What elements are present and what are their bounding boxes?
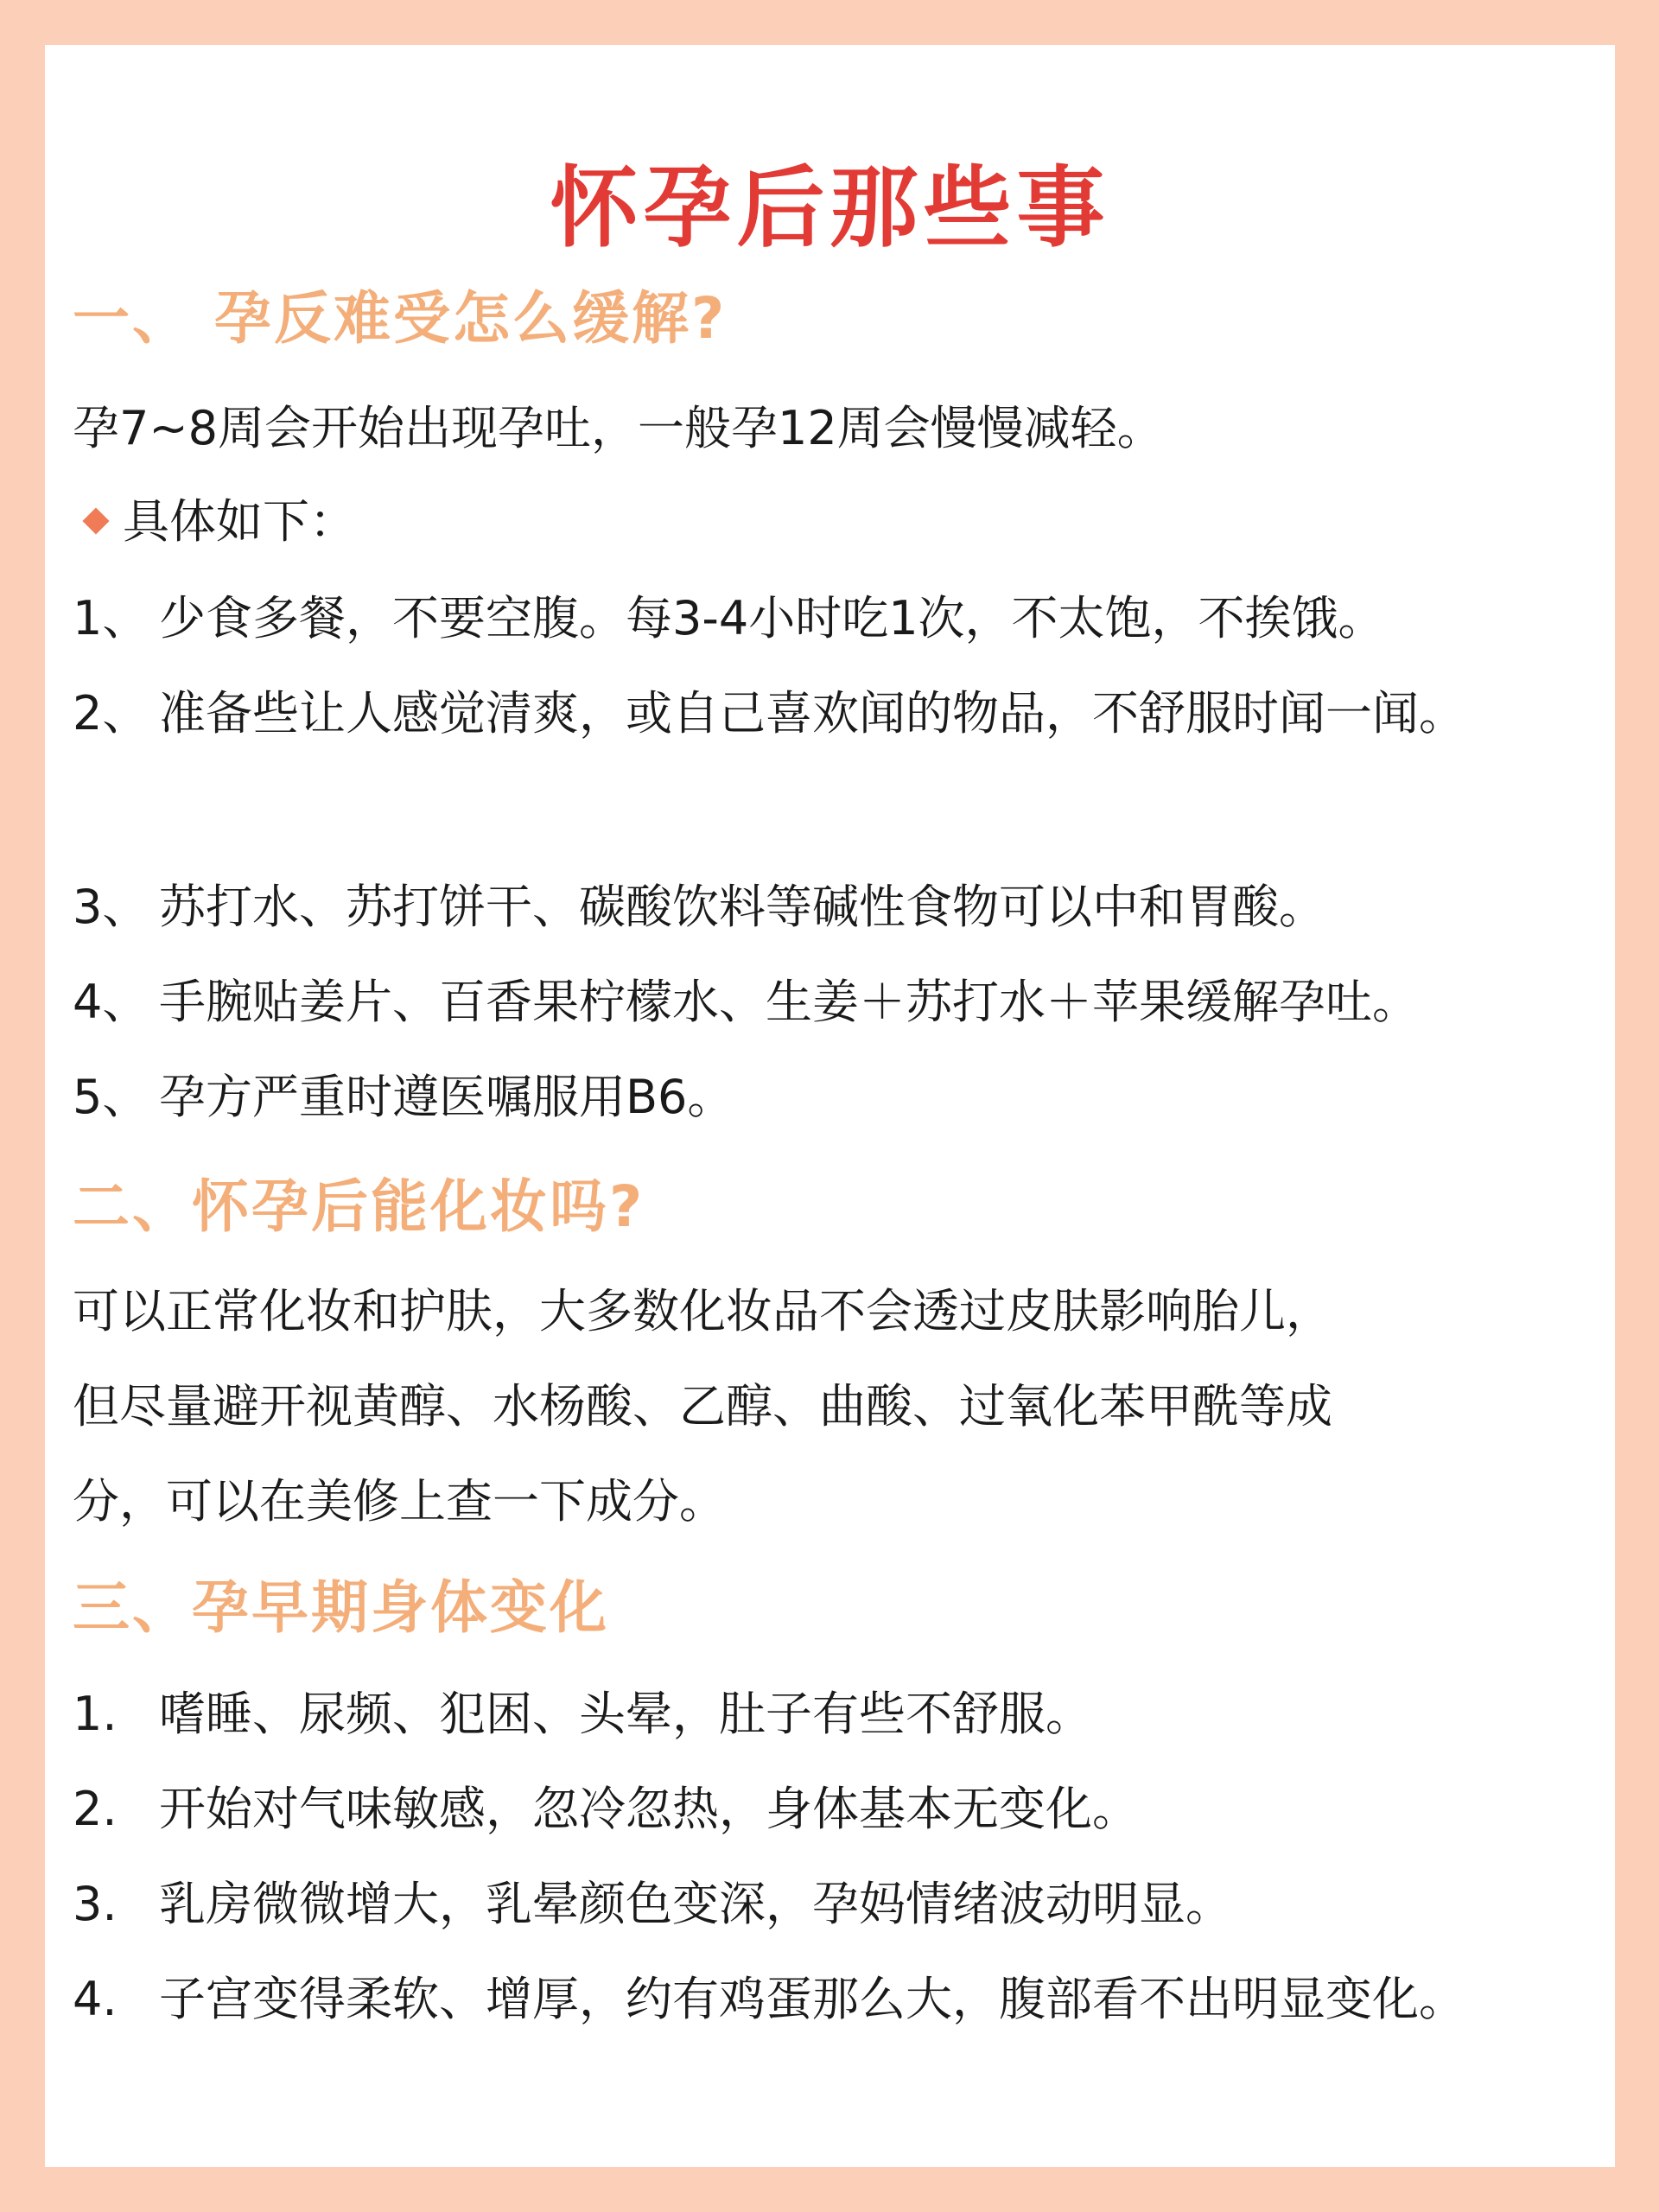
list-item-text: 乳房微微增大，乳晕颜色变深，孕妈情绪波动明显。 xyxy=(159,1877,1232,1931)
list-item-text: 手腕贴姜片、百香果柠檬水、生姜＋苏打水＋苹果缓解孕吐。 xyxy=(159,975,1419,1029)
list-item-number: 1、 xyxy=(73,591,149,645)
list-item xyxy=(73,1951,1602,2048)
list-item-number: 3、 xyxy=(73,880,149,934)
list-item xyxy=(73,954,1602,1051)
section-heading-makeup: 二、怀孕后能化妆吗? xyxy=(73,1173,645,1240)
list-item-text: 少食多餐，不要空腹。每3-4小时吃1次，不太饱，不挨饿。 xyxy=(159,591,1385,645)
list-item xyxy=(73,570,1602,667)
list-item-text: 子宫变得柔软、增厚，约有鸡蛋那么大，腹部看不出明显变化。 xyxy=(159,1972,1465,2026)
list-item xyxy=(73,1049,1602,1146)
list-item-number: 5、 xyxy=(73,1070,149,1124)
list-item-number: 2、 xyxy=(73,686,149,741)
bullet-label: 具体如下： xyxy=(123,494,356,549)
list-item-number: 2. xyxy=(73,1782,118,1836)
list-item-text: 开始对气味敏感，忽冷忽热，身体基本无变化。 xyxy=(159,1782,1139,1836)
list-item xyxy=(73,665,1602,762)
article-card xyxy=(45,45,1615,2167)
page-title: 怀孕后那些事 xyxy=(550,157,1110,260)
section-intro: 孕7~8周会开始出现孕吐，一般孕12周会慢慢减轻。 xyxy=(73,401,1164,455)
list-item-text: 苏打水、苏打饼干、碳酸饮料等碱性食物可以中和胃酸。 xyxy=(159,880,1325,934)
list-item xyxy=(73,859,1602,956)
section-heading-morning-sickness: 一、 孕反难受怎么缓解? xyxy=(73,285,728,352)
list-item-number: 4、 xyxy=(73,975,149,1029)
paragraph-line: 分，可以在美修上查一下成分。 xyxy=(73,1474,726,1529)
bullet-line xyxy=(73,474,356,570)
paragraph-line: 但尽量避开视黄醇、水杨酸、乙醇、曲酸、过氧化苯甲酰等成 xyxy=(73,1379,1332,1433)
paragraph-line: 可以正常化妆和护肤，大多数化妆品不会透过皮肤影响胎儿， xyxy=(73,1284,1332,1338)
list-item xyxy=(73,1856,1602,1953)
diamond-bullet-icon xyxy=(82,508,109,535)
section-heading-body-changes: 三、孕早期身体变化 xyxy=(73,1574,609,1641)
list-item xyxy=(73,1666,1602,1763)
list-item-text: 孕方严重时遵医嘱服用B6。 xyxy=(159,1070,734,1124)
list-item-number: 1. xyxy=(73,1687,118,1741)
list-item xyxy=(73,1761,1602,1858)
list-item-number: 4. xyxy=(73,1972,118,2026)
list-item-text: 准备些让人感觉清爽，或自己喜欢闻的物品，不舒服时闻一闻。 xyxy=(159,686,1465,741)
list-item-number: 3. xyxy=(73,1877,118,1931)
list-item-text: 嗜睡、尿频、犯困、头晕，肚子有些不舒服。 xyxy=(159,1687,1092,1741)
